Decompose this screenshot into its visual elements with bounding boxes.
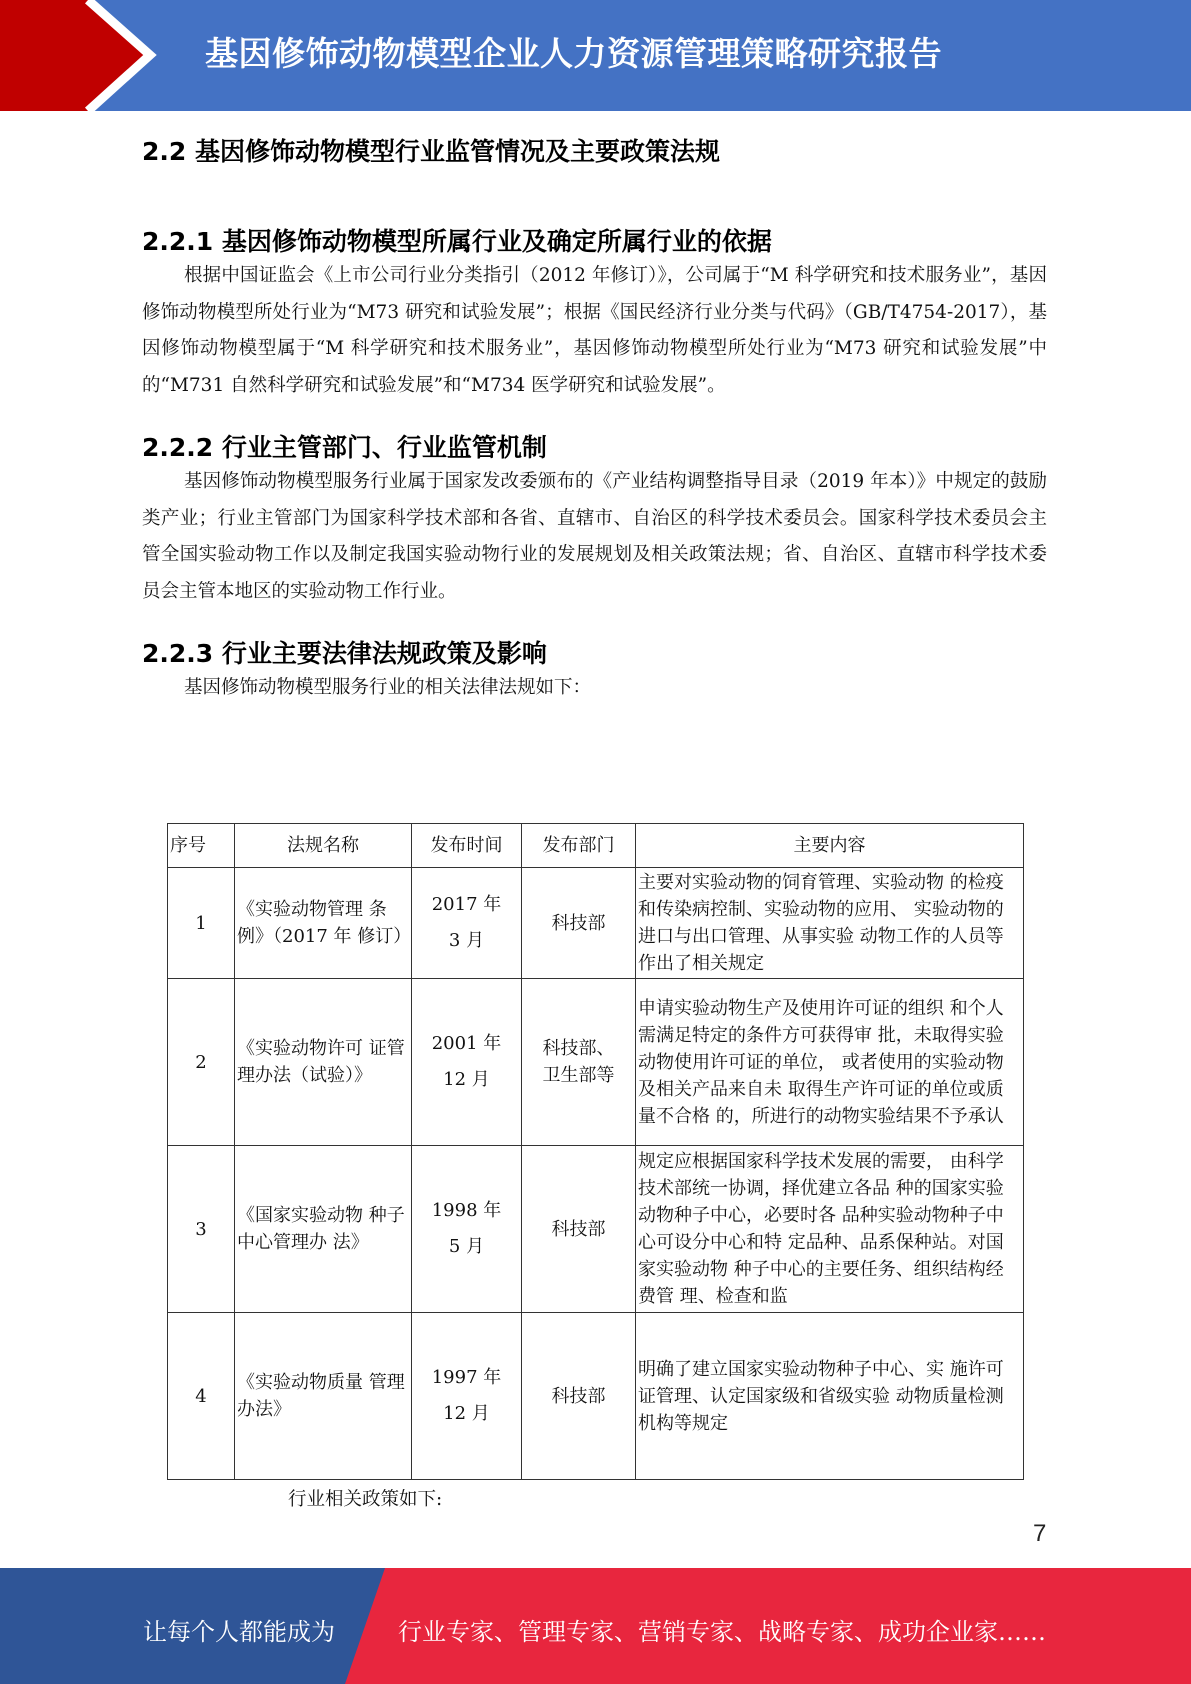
date-year: 1998 年 xyxy=(431,1200,502,1221)
dept-line1: 科技部 xyxy=(551,1385,606,1407)
dept-line2: 卫生部等 xyxy=(542,1065,615,1086)
cell-date xyxy=(412,1313,522,1480)
col-header-name: 法规名称 xyxy=(235,824,412,868)
table-row xyxy=(168,1146,1024,1313)
footer-slogan-left: 让每个人都能成为 xyxy=(143,1618,335,1646)
col-header-seq: 序号 xyxy=(168,824,235,868)
cell-num: 4 xyxy=(168,1313,235,1480)
table-header-row xyxy=(168,824,1024,868)
dept-line1: 科技部 xyxy=(551,1218,606,1240)
cell-num: 3 xyxy=(168,1146,235,1313)
cell-num: 2 xyxy=(168,979,235,1146)
laws-table xyxy=(167,823,1024,1480)
cell-name: 《实验动物许可 证管理办法（试验）》 xyxy=(235,979,412,1146)
document-body xyxy=(142,118,1047,707)
col-header-dept: 发布部门 xyxy=(522,824,636,868)
cell-name: 《实验动物管理 条例》（2017 年 修订） xyxy=(235,868,412,979)
table-row xyxy=(168,979,1024,1146)
footer-banner xyxy=(0,1568,1191,1684)
policy-intro: 行业相关政策如下: xyxy=(288,1489,443,1510)
cell-content: 明确了建立国家实验动物种子中心、实 施许可证管理、认定国家级和省级实验 动物质量检测机构等规定 xyxy=(636,1313,1024,1480)
cell-content: 规定应根据国家科学技术发展的需要， 由科学技术部统一协调，择优建立各品 种的国家实验动物种子中心，必要时各 品种实验动物种子中心可设分中心和特 定品种、品系保种站。对国家实验动物 种子中心的主要任务、组织结构经费管 理、检查和监 xyxy=(636,1146,1024,1313)
paragraph-222: 基因修饰动物模型服务行业属于国家发改委颁布的《产业结构调整指导目录（2019 年本）》中规定的鼓励类产业；行业主管部门为国家科学技术部和各省、直辖市、自治区的科学技术委员会。国家科学技术委员会主管全国实验动物工作以及制定我国实验动物行业的发展规划及相关政策法规；省、自治区、直辖市科学技术委员会主管本地区的实验动物工作行业。 xyxy=(142,471,1047,602)
date-month: 5 月 xyxy=(448,1236,485,1257)
col-header-date: 发布时间 xyxy=(412,824,522,868)
cell-content: 主要对实验动物的饲育管理、实验动物 的检疫和传染病控制、实验动物的应用、 实验动物的进口与出口管理、从事实验 动物工作的人员等作出了相关规定 xyxy=(636,868,1024,979)
table-row xyxy=(168,1313,1024,1480)
header-red-chevron xyxy=(0,0,150,111)
section-heading: 2.2 基因修饰动物模型行业监管情况及主要政策法规 xyxy=(142,137,720,166)
date-month: 12 月 xyxy=(443,1403,490,1424)
cell-date xyxy=(412,1146,522,1313)
cell-num: 1 xyxy=(168,868,235,979)
subsection-heading-221: 2.2.1 基因修饰动物模型所属行业及确定所属行业的依据 xyxy=(142,227,772,256)
subsection-heading-222: 2.2.2 行业主管部门、行业监管机制 xyxy=(142,433,547,462)
header-title: 基因修饰动物模型企业人力资源管理策略研究报告 xyxy=(205,34,942,73)
cell-date xyxy=(412,979,522,1146)
header-banner xyxy=(0,0,1191,111)
date-year: 2017 年 xyxy=(431,894,502,915)
date-month: 12 月 xyxy=(443,1069,490,1090)
cell-dept xyxy=(522,1313,636,1480)
date-year: 2001 年 xyxy=(431,1033,502,1054)
cell-dept xyxy=(522,868,636,979)
dept-line1: 科技部 xyxy=(551,912,606,934)
cell-dept xyxy=(522,979,636,1146)
cell-content: 申请实验动物生产及使用许可证的组织 和个人需满足特定的条件方可获得审 批，未取得实验动物使用许可证的单位， 或者使用的实验动物及相关产品来自未 取得生产许可证的单位或质量不合格 的，所进行的动物实验结果不予承认 xyxy=(636,979,1024,1146)
dept-line1: 科技部、 xyxy=(542,1038,615,1059)
cell-date xyxy=(412,868,522,979)
paragraph-223-intro: 基因修饰动物模型服务行业的相关法律法规如下： xyxy=(184,677,592,698)
col-header-content: 主要内容 xyxy=(636,824,1024,868)
date-year: 1997 年 xyxy=(431,1367,502,1388)
subsection-heading-223: 2.2.3 行业主要法律法规政策及影响 xyxy=(142,639,547,668)
page-number: 7 xyxy=(1033,1520,1047,1547)
table-row xyxy=(168,868,1024,979)
date-month: 3 月 xyxy=(448,930,485,951)
footer-slogan-right: 行业专家、管理专家、营销专家、战略专家、成功企业家…… xyxy=(398,1618,1046,1646)
cell-name: 《国家实验动物 种子中心管理办 法》 xyxy=(235,1146,412,1313)
cell-dept xyxy=(522,1146,636,1313)
cell-name: 《实验动物质量 管理办法》 xyxy=(235,1313,412,1480)
paragraph-221: 根据中国证监会《上市公司行业分类指引（2012 年修订）》，公司属于“M 科学研究和技术服务业”，基因修饰动物模型所处行业为“M73 研究和试验发展”；根据《国民经济行业分类与代码》（GB/T4754-2017），基因修饰动物模型属于“M 科学研究和技术服务业”，基因修饰动物模型所处行业为“M73 研究和试验发展”中的“M731 自然科学研究和试验发展”和“M734 医学研究和试验发展”。 xyxy=(142,265,1047,396)
